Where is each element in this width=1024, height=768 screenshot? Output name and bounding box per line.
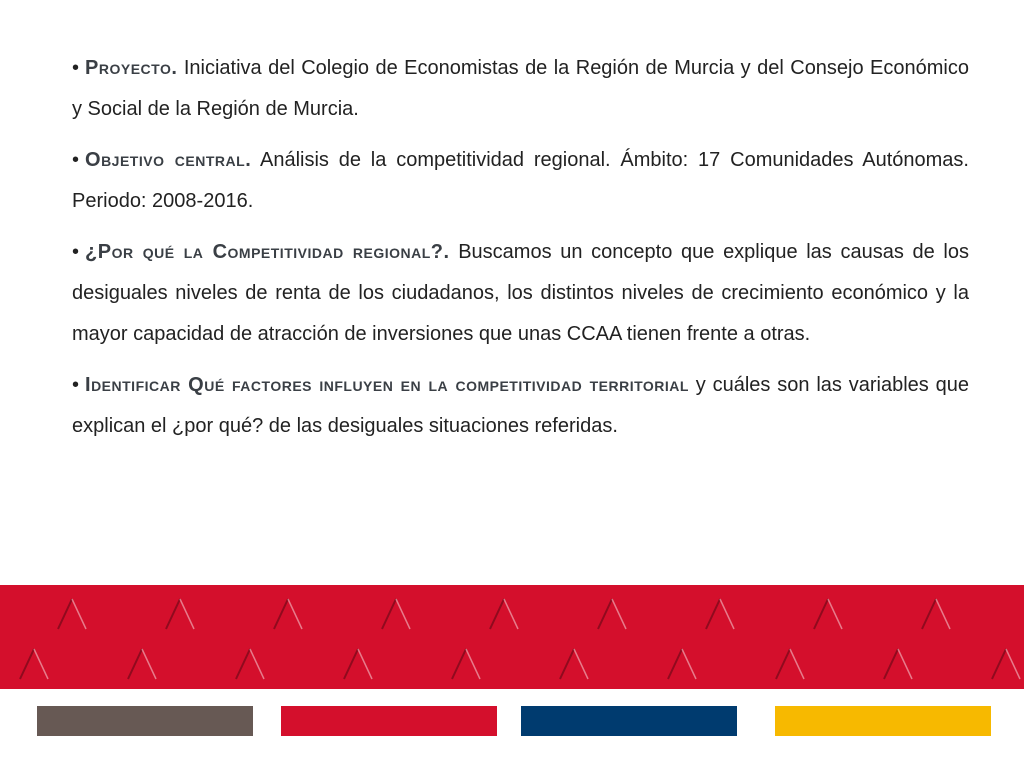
paragraph-por-que xyxy=(72,232,969,355)
chevron-mark xyxy=(992,649,1020,679)
chevron-mark xyxy=(814,599,842,629)
chevron-mark xyxy=(884,649,912,679)
swatch-gray xyxy=(37,706,253,736)
color-swatch-bar xyxy=(0,706,1024,736)
paragraph-heading: ¿Por qué la Competitividad regional?. xyxy=(85,241,450,263)
paragraph-text: Iniciativa del Colegio de Economistas de la Región de Murcia y del Consejo Económico y Social de la Región de Murcia. xyxy=(72,57,969,120)
slide-body xyxy=(72,48,969,457)
chevron-mark xyxy=(922,599,950,629)
chevron-mark xyxy=(166,599,194,629)
chevron-mark xyxy=(706,599,734,629)
paragraph-text: Buscamos un concepto que explique las causas de los desiguales niveles de renta de los ciudadanos, los distintos niveles de crecimiento económico y la mayor capacidad de atracción de inversiones que unas CCAA tienen frente a otras. xyxy=(72,241,970,345)
chevron-mark xyxy=(20,649,48,679)
chevron-mark xyxy=(344,649,372,679)
chevron-mark xyxy=(668,649,696,679)
paragraph-objetivo xyxy=(72,140,969,222)
decorative-red-band xyxy=(0,585,1024,689)
chevron-mark xyxy=(598,599,626,629)
bullet: • xyxy=(72,241,80,263)
chevron-mark xyxy=(274,599,302,629)
paragraph-heading: Identificar Qué factores influyen en la competitividad territorial xyxy=(85,374,689,396)
chevron-mark xyxy=(560,649,588,679)
swatch-yellow xyxy=(775,706,991,736)
paragraph-heading: Objetivo central. xyxy=(85,149,252,171)
bullet: • xyxy=(72,57,80,79)
paragraph-identificar xyxy=(72,365,969,447)
band-pattern xyxy=(0,585,1024,689)
chevron-mark xyxy=(382,599,410,629)
chevron-mark xyxy=(452,649,480,679)
paragraph-heading: Proyecto. xyxy=(85,57,178,79)
paragraph-text: y cuáles son las variables que explican el ¿por qué? de las desiguales situaciones referidas. xyxy=(72,374,969,437)
paragraph-proyecto xyxy=(72,48,969,130)
swatch-red xyxy=(281,706,497,736)
chevron-mark xyxy=(236,649,264,679)
chevron-mark xyxy=(490,599,518,629)
bullet: • xyxy=(72,374,80,396)
chevron-mark xyxy=(776,649,804,679)
bullet: • xyxy=(72,149,80,171)
chevron-mark xyxy=(58,599,86,629)
swatch-blue xyxy=(521,706,737,736)
chevron-mark xyxy=(128,649,156,679)
paragraph-text: Análisis de la competitividad regional. Ámbito: 17 Comunidades Autónomas. Periodo: 2008-2016. xyxy=(72,149,969,212)
